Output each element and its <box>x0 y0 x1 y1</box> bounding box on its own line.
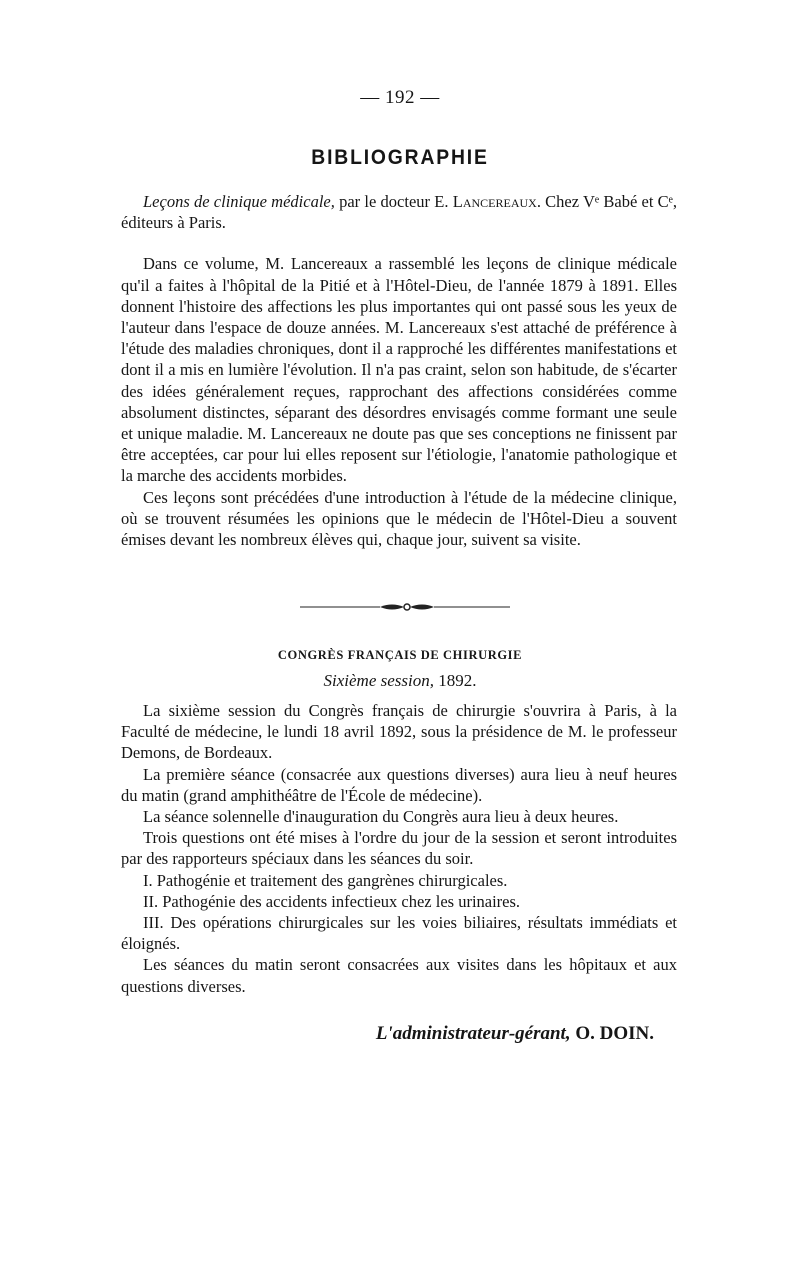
book-title: Leçons de clinique médicale, <box>143 192 335 211</box>
book-author: Lancereaux <box>452 192 537 211</box>
section-heading: BIBLIOGRAPHIE <box>311 146 489 169</box>
congress-title: CONGRÈS FRANÇAIS DE CHIRURGIE <box>277 648 523 662</box>
signature-name: O. DOIN. <box>575 1023 654 1044</box>
congress-paragraph: La séance solennelle d'inauguration du Congrès aura lieu à deux heures. <box>143 807 619 827</box>
book-publisher: . Chez Vᵉ Babé et Cᵉ, éditeurs à Paris. <box>121 192 678 233</box>
congress-question: II. Pathogénie des accidents infectieux chez les urinaires. <box>143 891 521 911</box>
congress-session: Sixième session, <box>323 671 434 690</box>
bibliography-paragraph-1: Dans ce volume, M. Lancereaux a rassemblé les leçons de clinique médicale qu'il a faites à l'hôpital de la Pitié et à l'Hôtel-Dieu, de l'année 1879 à 1891. Elles donnent l'histoire des affections les plus importantes qui ont passé sous les yeux de l'auteur dans l'espace de douze années. M. Lancereaux s'est attaché de préférence à l'étude des maladies chroniques, dont il a rapproché les différentes manifestations et dont il a mis en lumière l'évolution. Il n'a pas craint, selon son habitude, de s'écarter des idées généralement reçues, rapprochant des affections considérées comme absolument distinctes, séparant des désordres envisagés comme formant une seule et unique maladie. M. Lancereaux ne doute pas que ses conceptions ne finissent par être acceptées, car pour lui elles reposent sur l'étiologie, l'anatomie pathologique et la marche des accidents morbides. <box>121 254 677 486</box>
book-by: par le docteur E. <box>339 192 449 211</box>
bibliography-section <box>121 191 677 550</box>
congress-question: I. Pathogénie et traitement des gangrènes chirurgicales. <box>143 870 508 890</box>
bibliography-paragraph-2: Ces leçons sont précédées d'une introduction à l'étude de la médecine clinique, où se trouvent résumées les opinions que le médecin de l'Hôtel-Dieu a souvent émises devant les nombreux élèves qui, chaque jour, suivent sa visite. <box>121 487 677 550</box>
congress-paragraph: Les séances du matin seront consacrées aux visites dans les hôpitaux et aux questions diverses. <box>121 955 677 996</box>
page-number: — 192 — <box>360 87 440 108</box>
congress-paragraph: Trois questions ont été mises à l'ordre du jour de la session et seront introduites par des rapporteurs spéciaux dans les séances du soir. <box>121 828 677 869</box>
bibliography-entry <box>121 191 677 233</box>
congress-question: III. Des opérations chirurgicales sur les voies biliaires, résultats immédiats et éloignés. <box>121 913 677 954</box>
signature-role: L'administrateur-gérant, <box>375 1023 571 1044</box>
congress-year: 1892. <box>438 671 477 690</box>
congress-paragraph: La première séance (consacrée aux questions diverses) aura lieu à neuf heures du matin (grand amphithéâtre de l'École de médecine). <box>121 764 677 805</box>
congress-section <box>121 700 677 997</box>
ornament-divider-icon <box>300 600 510 614</box>
congress-paragraph: La sixième session du Congrès français de chirurgie s'ouvrira à Paris, à la Faculté de médecine, le lundi 18 avril 1892, sous la présidence de M. le professeur Demons, de Bordeaux. <box>121 701 677 763</box>
signature <box>376 1023 654 1045</box>
congress-subtitle <box>0 671 800 691</box>
